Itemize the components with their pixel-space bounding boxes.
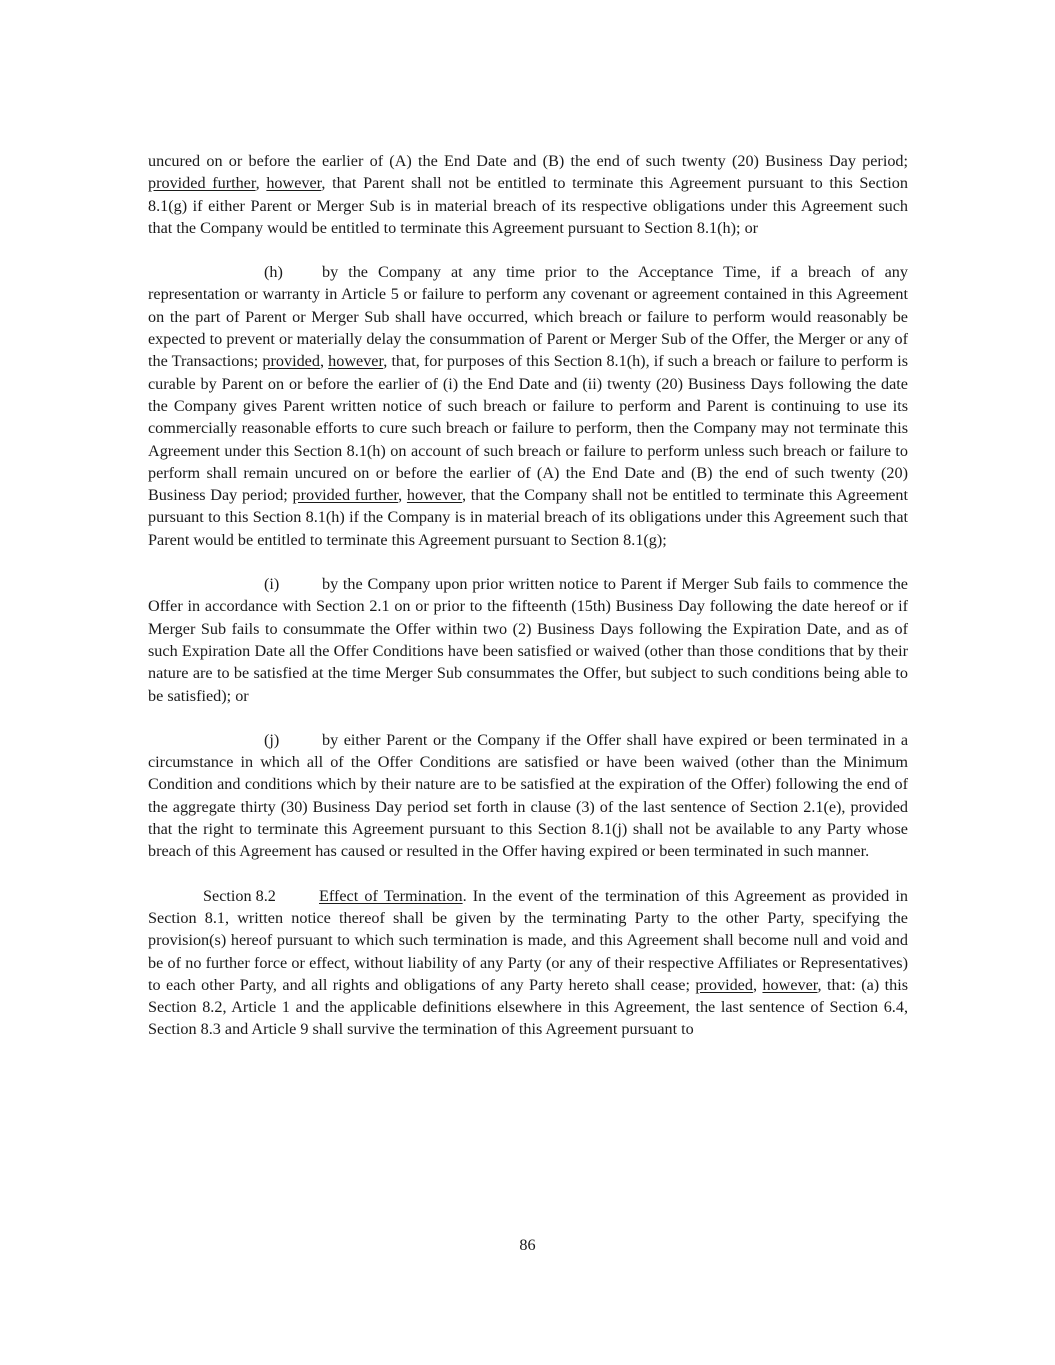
defined-term: however — [328, 352, 384, 371]
text-run: , — [398, 486, 407, 505]
clause-j — [148, 729, 908, 863]
text-run: , that the Company shall not be entitled to terminate this Agreement pursuant to this Section 8.1(h) if the Company is in material breach of its obligations under this Agreement such that Parent would be entitled to terminate this Agreement pursuant to Section 8.1(g); — [148, 486, 909, 549]
text-run: , that Parent shall not be entitled to terminate this Agreement pursuant to this Section 8.1(g) if either Parent or Merger Sub is in material breach of its respective obligations under this Agreement such that the Company would be entitled to terminate this Agreement pursuant to Section 8.1(h); or — [148, 174, 908, 237]
text-run: , — [255, 174, 267, 193]
text-run: , that: (a) this Section 8.2, Article 1 and the applicable definitions elsewhere in this Agreement, the last sentence of Section 6.4, Section 8.3 and Article 9 shall survive the termination of this Agreement pursuant to — [148, 975, 909, 1039]
defined-term: however — [406, 486, 463, 505]
paragraph-continuation — [148, 150, 908, 239]
defined-term: however — [762, 975, 818, 994]
clause-label: (h) — [264, 263, 283, 282]
text-run: by either Parent or the Company if the Offer shall have expired or been terminated in a circumstance in which all of the Offer Conditions are satisfied or have been waived (other than the Minimum Condition and conditions which by their nature are to be satisfied at the expiration of the Offer) following the end of the aggregate thirty (30) Business Day period set forth in clause (3) of the last sentence of Section 2.1(e), provided that the right to terminate this Agreement pursuant to this Section 8.1(j) shall not be available to any Party whose breach of this Agreement has caused or resulted in the Offer having expired or been terminated in such manner. — [148, 730, 908, 861]
text-run: by the Company upon prior written notice to Parent if Merger Sub fails to commence the Offer in accordance with Section 2.1 on or prior to the fifteenth (15th) Business Day following the date hereof or if Merger Sub fails to consummate the Offer within two (2) Business Days following the Expiration Date, and as of such Expiration Date all the Offer Conditions have been satisfied or waived (other than those conditions that by their nature are to be satisfied at the time Merger Sub consummates the Offer, but subject to such conditions being able to be satisfied); or — [148, 575, 908, 705]
text-run: . In the event of the termination of this Agreement as provided in Section 8.1, written notice thereof shall be given by the terminating Party to the other Party, specifying the provision(s) hereof pursuant to which such termination is made, and this Agreement shall become null and void and be of no further force or effect, without liability of any Party (or any of their respective Affiliates or Representatives) to each other Party, and all rights and obligations of any Party hereto shall cease; — [148, 886, 908, 994]
text-run: , — [752, 975, 763, 994]
clause-h — [148, 261, 908, 551]
section-label: Section 8.2 — [203, 886, 276, 905]
section-8-2 — [148, 885, 908, 1041]
defined-term: provided further — [148, 174, 256, 193]
clause-label: (j) — [264, 730, 280, 749]
document-page — [148, 150, 908, 1063]
page-number: 86 — [519, 1236, 536, 1254]
clause-i — [148, 573, 908, 707]
text-run: by the Company at any time prior to the Acceptance Time, if a breach of any representation or warranty in Article 5 or failure to perform any covenant or agreement contained in this Agreement on the part of Parent or Merger Sub shall have occurred, which breach or failure to perform would reasonably be expected to prevent or materially delay the consummation of Parent or Merger Sub of the Offer, the Merger or any of the Transactions; — [148, 263, 908, 371]
text-run: uncured on or before the earlier of (A) the End Date and (B) the end of such twenty (20) Business Day period; — [148, 152, 908, 170]
defined-term: however — [266, 174, 322, 193]
clause-label: (i) — [264, 575, 280, 594]
defined-term: provided — [695, 975, 753, 994]
text-run: , that, for purposes of this Section 8.1(h), if such a breach or failure to perform is curable by Parent on or before the earlier of (i) the End Date and (ii) twenty (20) Business Days following the date the Company gives Parent written notice of such breach or failure to perform and Parent is continuing to use its commercially reasonable efforts to cure such breach or failure to perform, then the Company may not terminate this Agreement under this Section 8.1(h) on account of such breach or failure to perform unless such breach or failure to perform shall remain uncured on or before the earlier of (A) the End Date and (B) the end of such twenty (20) Business Day period; — [148, 352, 909, 505]
text-run: , — [319, 352, 329, 371]
defined-term: provided further — [292, 486, 399, 505]
section-heading: Effect of Termination — [319, 886, 463, 905]
defined-term: provided — [262, 352, 320, 371]
